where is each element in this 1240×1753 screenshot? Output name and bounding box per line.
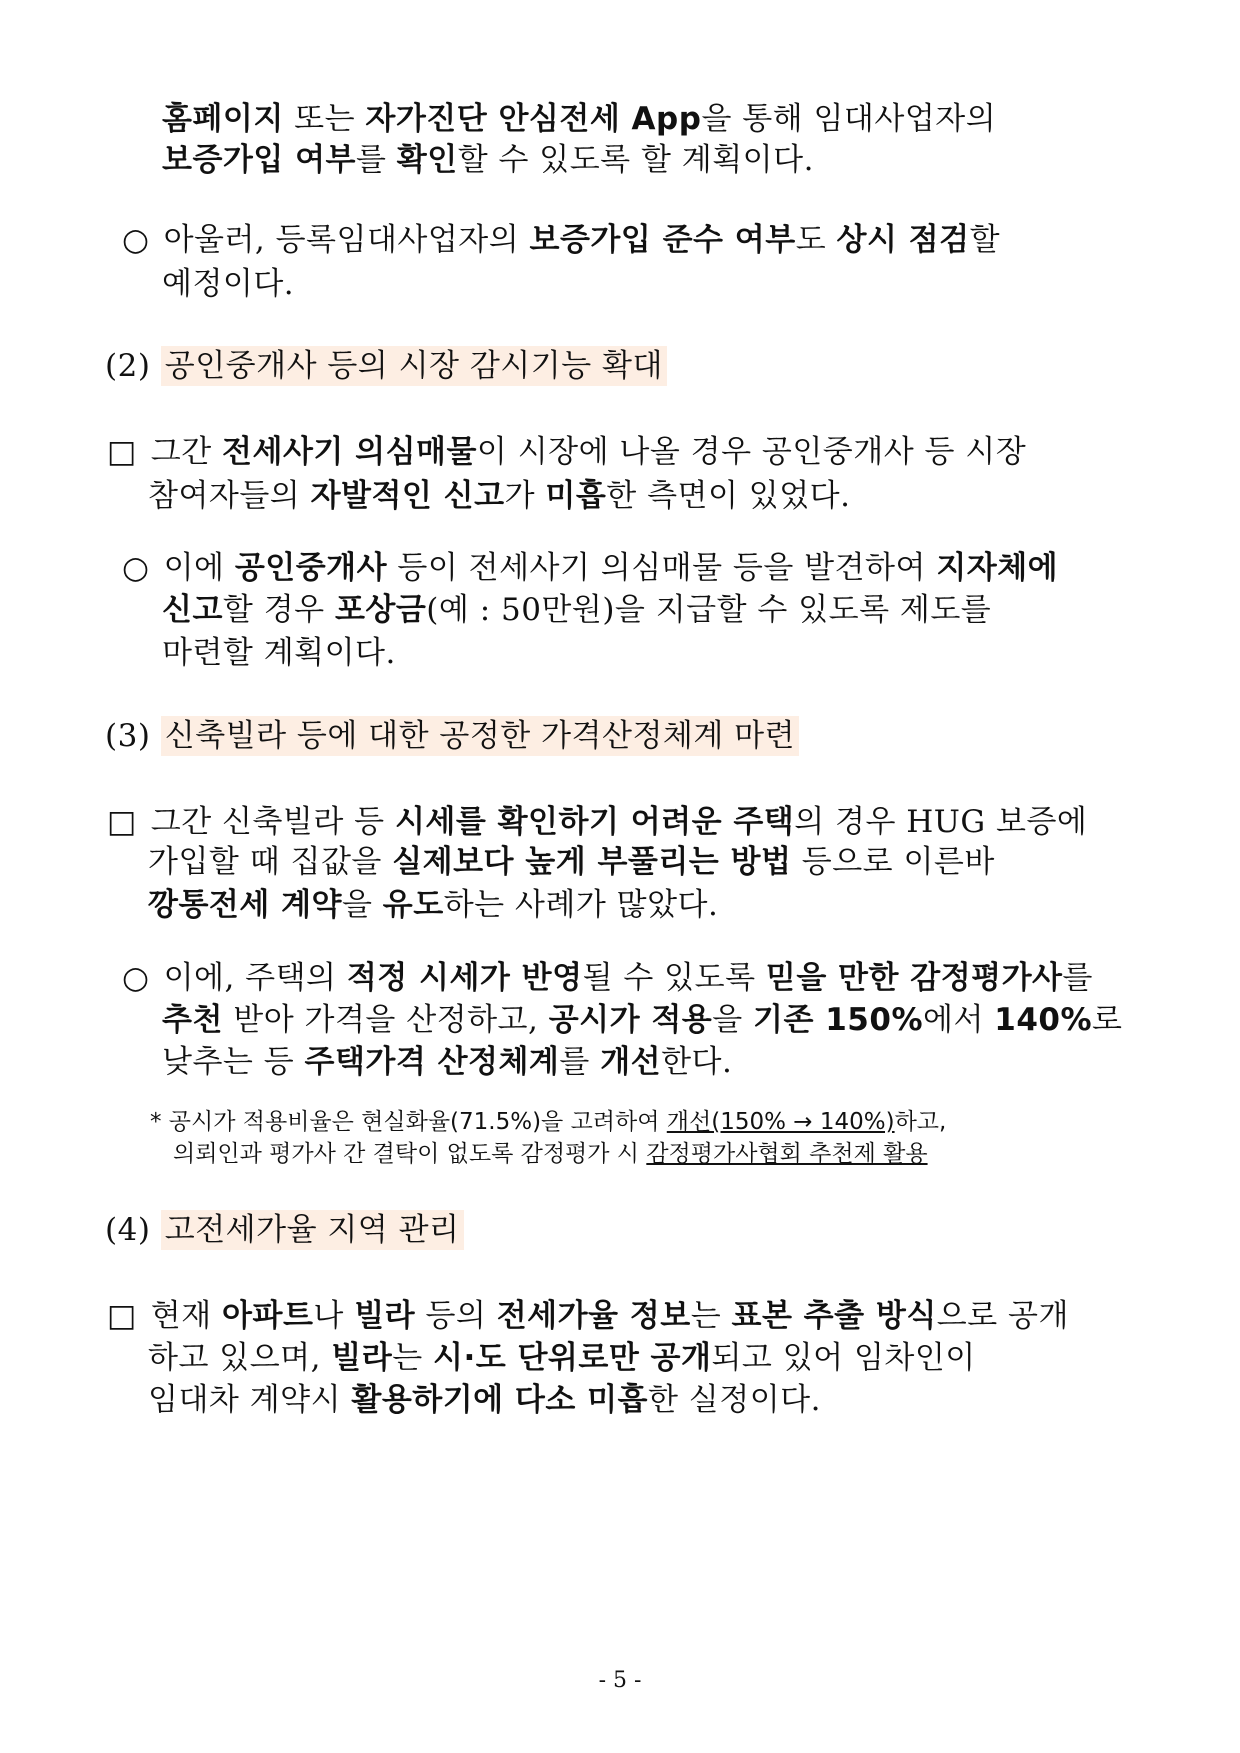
section-heading-3: (3) 신축빌라 등에 대한 공정한 가격산정체계 마련 — [105, 716, 799, 756]
square-bullet-icon: □ — [107, 804, 137, 840]
para2-line2: 예정이다. — [162, 266, 295, 302]
para3-line2: 참여자들의 자발적인 신고가 미흡한 측면이 있었다. — [148, 478, 851, 514]
bold-text: 보증가입 여부 — [162, 142, 356, 178]
circle-bullet-icon: ○ — [122, 550, 150, 586]
bold-text: 확인 — [396, 142, 458, 178]
circle-bullet-icon: ○ — [122, 960, 150, 996]
section-title: 신축빌라 등에 대한 공정한 가격산정체계 마련 — [161, 716, 799, 756]
para5-line1: □ 그간 신축빌라 등 시세를 확인하기 어려운 주택의 경우 HUG 보증에 — [107, 804, 1088, 840]
para5-line3: 깡통전세 계약을 유도하는 사례가 많았다. — [148, 887, 719, 923]
square-bullet-icon: □ — [107, 434, 137, 470]
footnote-line1: * 공시가 적용비율은 현실화율(71.5%)을 고려하여 개선(150% → 140%)하고, — [150, 1109, 947, 1135]
para4-line3: 마련할 계획이다. — [162, 635, 396, 671]
section-title: 고전세가율 지역 관리 — [161, 1210, 464, 1250]
para4-line1: ○ 이에 공인중개사 등이 전세사기 의심매물 등을 발견하여 지자체에 — [122, 550, 1059, 586]
para7-line1: □ 현재 아파트나 빌라 등의 전세가율 정보는 표본 추출 방식으로 공개 — [107, 1298, 1069, 1334]
square-bullet-icon: □ — [107, 1298, 137, 1334]
para1-line1: 홈페이지 또는 자가진단 안심전세 App을 통해 임대사업자의 — [162, 101, 997, 137]
para6-line3: 낮추는 등 주택가격 산정체계를 개선한다. — [162, 1044, 733, 1080]
para5-line2: 가입할 때 집값을 실제보다 높게 부풀리는 방법 등으로 이른바 — [148, 844, 995, 880]
para4-line2: 신고할 경우 포상금(예 : 50만원)을 지급할 수 있도록 제도를 — [162, 592, 992, 628]
circle-bullet-icon: ○ — [122, 222, 150, 258]
para7-line2: 하고 있으며, 빌라는 시·도 단위로만 공개되고 있어 임차인이 — [148, 1340, 976, 1376]
para2-line1: ○ 아울러, 등록임대사업자의 보증가입 준수 여부도 상시 점검할 — [122, 222, 1001, 258]
para7-line3: 임대차 계약시 활용하기에 다소 미흡한 실정이다. — [148, 1382, 821, 1418]
section-title: 공인중개사 등의 시장 감시기능 확대 — [161, 346, 667, 386]
page-number: - 5 - — [598, 1668, 642, 1693]
para3-line1: □ 그간 전세사기 의심매물이 시장에 나올 경우 공인중개사 등 시장 — [107, 434, 1027, 470]
para1-line2: 보증가입 여부를 확인할 수 있도록 할 계획이다. — [162, 142, 814, 178]
section-heading-4: (4) 고전세가율 지역 관리 — [105, 1210, 464, 1250]
section-heading-2: (2) 공인중개사 등의 시장 감시기능 확대 — [105, 346, 667, 386]
para6-line2: 추천 받아 가격을 산정하고, 공시가 적용을 기존 150%에서 140%로 — [162, 1002, 1123, 1038]
bold-text: 홈페이지 — [162, 101, 284, 137]
para6-line1: ○ 이에, 주택의 적정 시세가 반영될 수 있도록 믿을 만한 감정평가사를 — [122, 960, 1093, 996]
footnote-line2: 의뢰인과 평가사 간 결탁이 없도록 감정평가 시 감정평가사협회 추천제 활용 — [173, 1141, 928, 1167]
bold-text: 자가진단 안심전세 App — [365, 101, 702, 137]
